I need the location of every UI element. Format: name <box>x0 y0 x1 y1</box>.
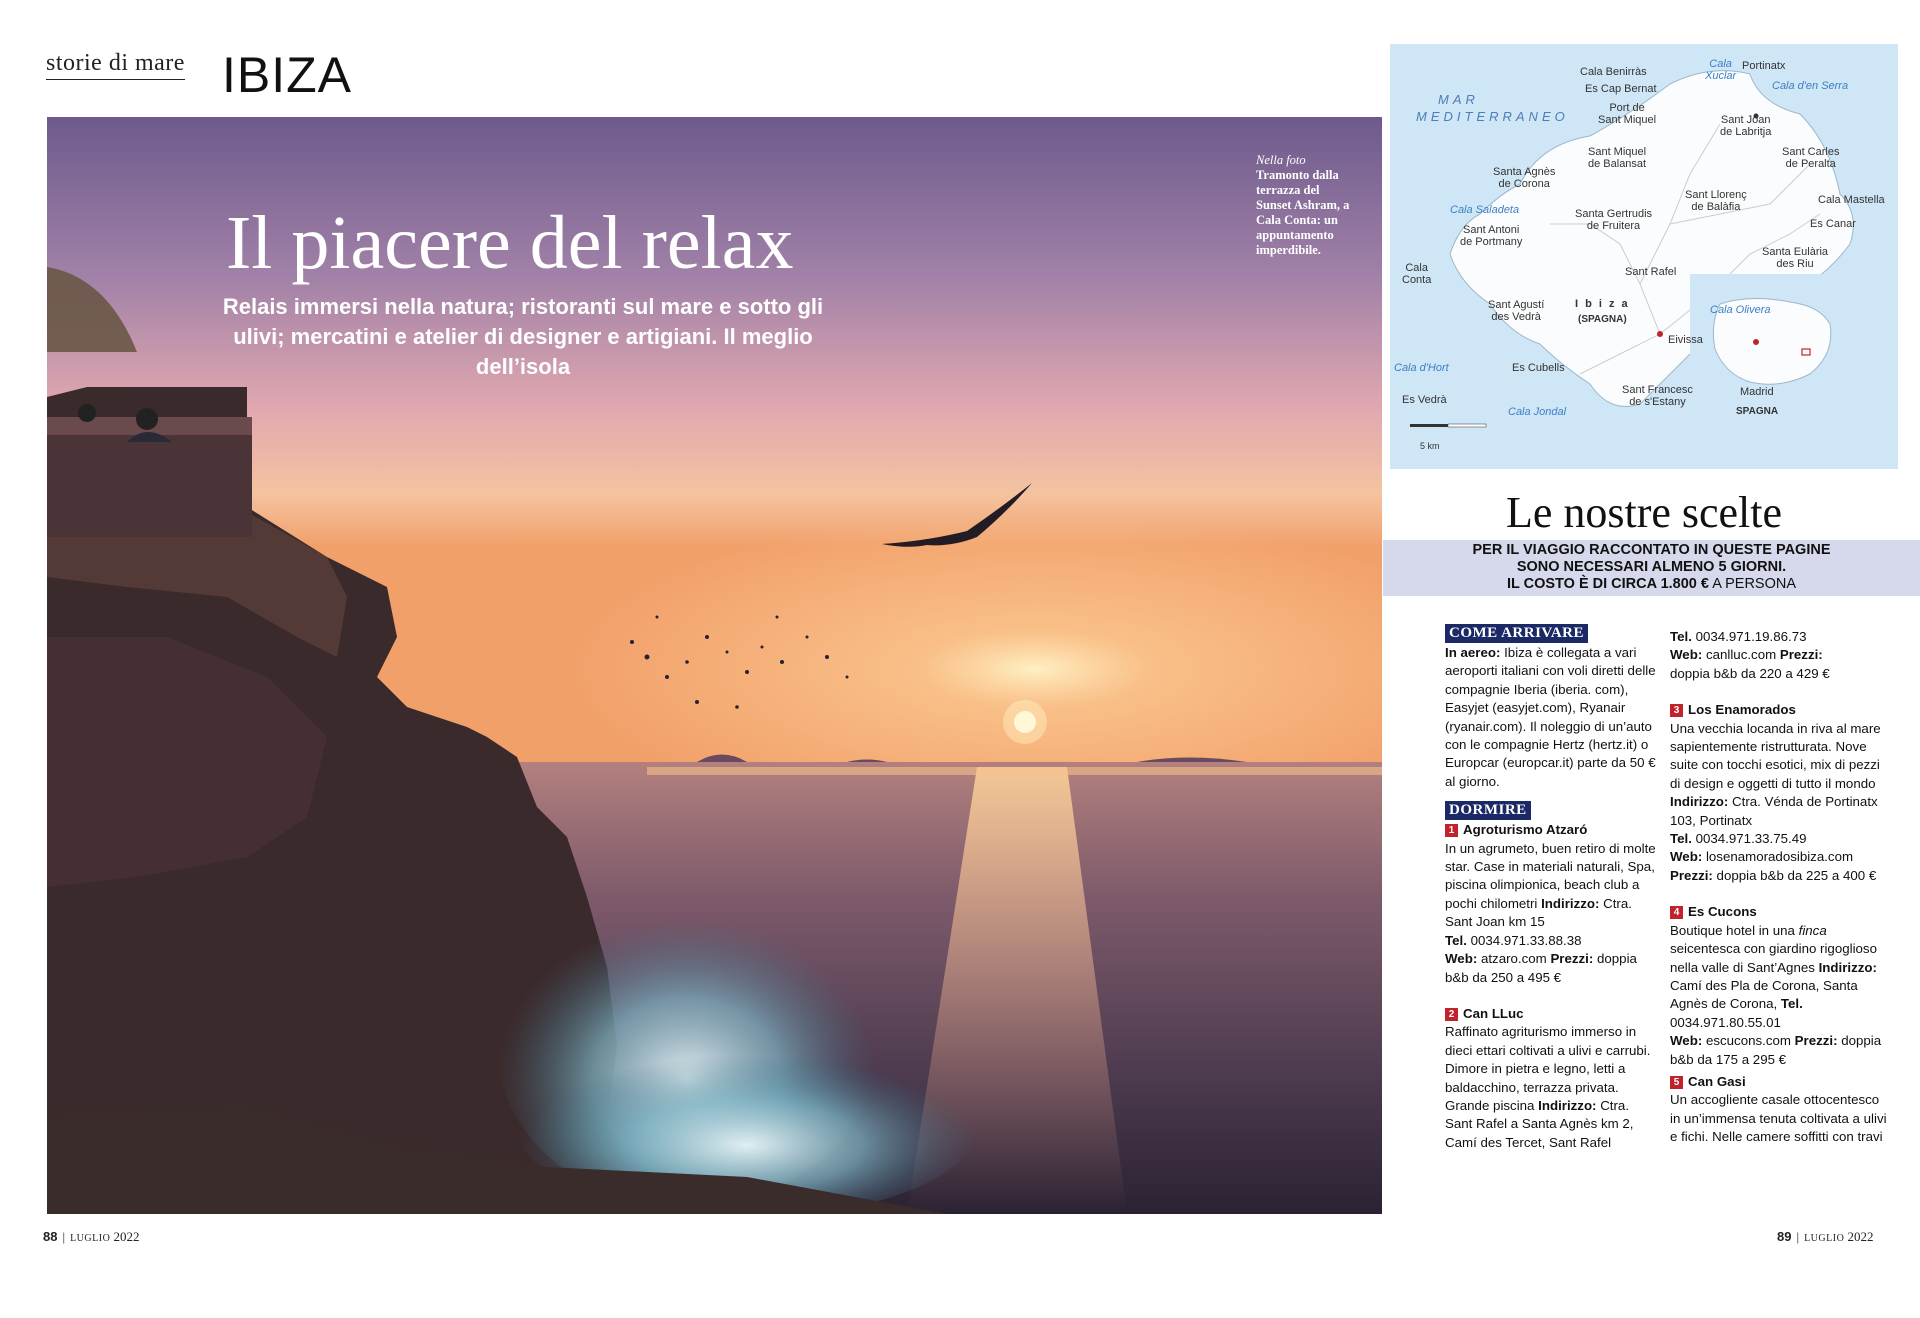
place-port-de-sant-miquel: Port de Sant Miquel <box>1598 102 1657 126</box>
band-line-1: PER IL VIAGGIO RACCONTATO IN QUESTE PAGINE <box>1472 542 1831 558</box>
place-cala-conta: Cala Conta <box>1402 262 1432 286</box>
hotel-3-price-label: Prezzi: <box>1670 867 1713 883</box>
number-badge: 2 <box>1445 1008 1458 1021</box>
hotel-1-web: atzaro.com <box>1477 951 1551 967</box>
caption-text: Tramonto dalla terrazza del Sunset Ashram, a Cala Conta: un appuntamento imperdibile. <box>1256 168 1350 257</box>
place-sant-miquel: Sant Miquel de Balansat <box>1588 146 1647 170</box>
hotel-3-web: losenamoradosibiza.com <box>1702 849 1854 865</box>
inset-madrid: Madrid <box>1740 386 1774 398</box>
section-heading-dormire: DORMIRE <box>1445 801 1531 820</box>
sidebar-title: Le nostre scelte <box>1505 488 1783 537</box>
place-es-cubells: Es Cubells <box>1512 362 1565 374</box>
info-band <box>1383 540 1920 596</box>
hotel-2-addr-label: Indirizzo: <box>1538 1097 1597 1113</box>
hotel-1-text <box>1445 840 1660 987</box>
destination-title: IBIZA <box>222 47 353 103</box>
folio-right: 89 | LUGLIO 2022 <box>1777 1229 1874 1244</box>
folio-left: 88 | LUGLIO 2022 <box>43 1229 140 1244</box>
sea-label-2: MEDITERRANEO <box>1416 109 1569 124</box>
hotel-2-price: doppia b&b da 220 a 429 € <box>1670 665 1830 681</box>
place-cala-mastella: Cala Mastella <box>1818 194 1885 206</box>
hotel-2-web: canlluc.com <box>1702 647 1780 663</box>
section-kicker: storie di mare <box>46 50 185 80</box>
hotel-3-price: doppia b&b da 225 a 400 € <box>1712 867 1877 883</box>
band-line-2: SONO NECESSARI ALMENO 5 GIORNI. <box>1516 559 1787 575</box>
place-santa-eularia: Santa Eulària des Riu <box>1762 246 1829 270</box>
hotel-4-web: escucons.com <box>1702 1033 1795 1049</box>
hotel-2-title <box>1445 1005 1660 1023</box>
hotel-3-web-label: Web: <box>1670 849 1703 865</box>
folio-month-left: LUGLIO <box>70 1233 111 1244</box>
caption-intro: Nella foto <box>1256 153 1306 167</box>
hotel-4-addr-label: Indirizzo: <box>1818 959 1877 975</box>
sidebar-column-1 <box>1445 624 1660 1152</box>
place-santa-gertrudis: Santa Gertrudis de Fruitera <box>1575 208 1653 232</box>
hotel-4-price-label: Prezzi: <box>1794 1033 1838 1049</box>
hotel-2-tel-label: Tel. <box>1670 629 1692 644</box>
map-scale: 5 km <box>1420 441 1440 451</box>
place-es-canar: Es Canar <box>1810 218 1856 230</box>
hotel-5-name: Can Gasi <box>1688 1073 1746 1089</box>
page-number-left: 88 <box>43 1229 58 1244</box>
place-eivissa: Eivissa <box>1668 334 1703 346</box>
hotel-3-addr-label: Indirizzo: <box>1670 794 1729 810</box>
place-sant-francesc: Sant Francesc de s'Estany <box>1622 384 1693 408</box>
place-cala-den-serra: Cala d'en Serra <box>1772 80 1849 92</box>
hotel-3-desc: Una vecchia locanda in riva al mare sapientemente ristrutturata. Nove suite con tocchi esotici, mix di pezzi di design e oggetti di tutto il mondo <box>1670 720 1881 791</box>
place-cala-benirras: Cala Benirràs <box>1580 66 1647 78</box>
number-badge: 4 <box>1670 906 1683 919</box>
place-cala-xuclar: Cala Xuclar <box>1705 58 1737 82</box>
article-standfirst: Relais immersi nella natura; ristoranti sul mare e sotto gli ulivi; mercatini e atelier di designer e artigiani. Il meglio dell’isola <box>222 294 824 379</box>
place-sant-llorenc: Sant Llorenç de Balàfia <box>1685 189 1747 213</box>
hotel-4-tel-label: Tel. <box>1780 996 1803 1012</box>
hotel-3-name: Los Enamorados <box>1688 702 1796 718</box>
hotel-2-price-label: Prezzi: <box>1779 647 1823 663</box>
hotel-2-web-label: Web: <box>1670 647 1703 663</box>
place-sant-carles: Sant Carles de Peralta <box>1782 146 1840 170</box>
section-heading-come-arrivare: COME ARRIVARE <box>1445 624 1588 643</box>
place-sant-agusti: Sant Agustí des Vedrà <box>1488 299 1545 323</box>
hotel-1-price-label: Prezzi: <box>1550 951 1594 967</box>
hotel-3-addr: Ctra. Vénda de Portinatx 103, Portinatx <box>1670 794 1878 828</box>
place-cala-saladeta: Cala Saladeta <box>1450 204 1520 216</box>
hotel-4-addr: Camí des Pla de Corona, Santa Agnès de Corona, <box>1670 977 1858 1012</box>
number-badge: 1 <box>1445 824 1458 837</box>
number-badge: 3 <box>1670 704 1683 717</box>
hotel-4-web-label: Web: <box>1670 1033 1703 1049</box>
come-arrivare-body: Ibiza è collegata a vari aeroporti italiani con voli diretti delle compagnie Iberia (iberia. com), Easyjet (easyjet.com), Ryanair (ryanair.com). Il noleggio di un’auto con le compagnie Hertz (hertz.it) o Europcar (europcar.it) parte da 50 € al giorno. <box>1445 645 1656 789</box>
hotel-1-addr-label: Indirizzo: <box>1541 895 1600 911</box>
hotel-4-price: doppia b&b da 175 a 295 € <box>1670 1033 1882 1067</box>
place-es-vedra: Es Vedrà <box>1402 394 1447 406</box>
hotel-4-title <box>1670 903 1890 921</box>
hotel-2-desc: Raffinato agriturismo immerso in dieci ettari coltivati a ulivi e carrubi. Dimore in pietra e legno, letti a baldacchino, terrazza privata. Grande piscina <box>1445 1024 1651 1113</box>
island-label: I b i z a <box>1575 298 1630 310</box>
place-sant-rafel: Sant Rafel <box>1625 266 1677 278</box>
hotel-4-text <box>1670 922 1890 1069</box>
place-santa-agnes: Santa Agnès de Corona <box>1493 166 1556 190</box>
hotel-1-addr: Ctra. Sant Joan km 15 <box>1445 895 1632 930</box>
hotel-1-name: Agroturismo Atzaró <box>1463 822 1588 838</box>
hotel-1-tel: 0034.971.33.88.38 <box>1466 932 1582 948</box>
band-cost: IL COSTO È DI CIRCA 1.800 € <box>1506 576 1709 592</box>
hotel-2-text <box>1445 1023 1660 1152</box>
place-portinatx: Portinatx <box>1742 60 1786 72</box>
hotel-1-web-label: Web: <box>1445 951 1478 967</box>
hotel-2-contacts <box>1670 628 1890 683</box>
place-sant-joan: Sant Joan de Labritja <box>1720 114 1772 138</box>
hotel-1-price: doppia b&b da 250 a 495 € <box>1445 951 1637 985</box>
photo-caption <box>1256 153 1356 258</box>
hotel-2-name: Can LLuc <box>1463 1005 1524 1021</box>
hotel-5-title <box>1670 1073 1890 1091</box>
folio-year-right: 2022 <box>1847 1229 1874 1244</box>
ibiza-map <box>1390 44 1898 469</box>
hotel-4-desc-b: seicentesca con giardino rigoglioso nella valle di Sant’Agnes <box>1670 941 1877 975</box>
hotel-1-desc: In un agrumeto, buen retiro di molte star. Case in materiali naturali, Spa, piscina olimpionica, beach club a pochi chilometri <box>1445 840 1656 911</box>
place-cala-jondal: Cala Jondal <box>1508 406 1567 418</box>
page-number-right: 89 <box>1777 1229 1792 1244</box>
number-badge: 5 <box>1670 1076 1683 1089</box>
folio-year-left: 2022 <box>113 1229 140 1244</box>
hotel-3-title <box>1670 701 1890 719</box>
band-line-3 <box>1383 576 1920 593</box>
country-label: (SPAGNA) <box>1578 314 1627 325</box>
hotel-5-text: Un accogliente casale ottocentesco in un’immensa tenuta coltivata a ulivi e fichi. Nelle camere soffitti con travi <box>1670 1092 1887 1145</box>
place-cala-olivera: Cala Olivera <box>1710 304 1771 316</box>
folio-month-right: LUGLIO <box>1804 1233 1845 1244</box>
place-es-cap-bernat: Es Cap Bernat <box>1585 83 1657 95</box>
inset-country: SPAGNA <box>1736 406 1779 417</box>
hotel-4-desc-italic: finca <box>1798 922 1827 938</box>
hotel-2-tel: 0034.971.19.86.73 <box>1691 629 1807 644</box>
band-per-person: A PERSONA <box>1708 576 1797 592</box>
hotel-3-tel-label: Tel. <box>1670 831 1692 847</box>
sidebar-column-2 <box>1670 628 1890 1147</box>
come-arrivare-text <box>1445 644 1660 791</box>
hotel-3-tel: 0034.971.33.75.49 <box>1691 831 1807 847</box>
hotel-4-name: Es Cucons <box>1688 904 1757 920</box>
label-in-aereo: In aereo: <box>1445 645 1501 660</box>
hotel-1-tel-label: Tel. <box>1445 932 1467 948</box>
place-cala-dhort: Cala d'Hort <box>1394 362 1449 374</box>
hotel-2-addr: Ctra. Sant Rafel a Santa Agnès km 2, Camí des Tercet, Sant Rafel <box>1445 1097 1634 1150</box>
hotel-4-tel: 0034.971.80.55.01 <box>1670 1014 1781 1030</box>
hotel-4-desc-a: Boutique hotel in una <box>1670 922 1799 938</box>
hotel-3-text <box>1670 720 1890 886</box>
sea-label-1: MAR <box>1438 92 1479 107</box>
article-headline: Il piacere del relax <box>226 201 794 285</box>
hotel-1-title <box>1445 821 1660 839</box>
place-sant-antoni: Sant Antoni de Portmany <box>1460 224 1523 248</box>
